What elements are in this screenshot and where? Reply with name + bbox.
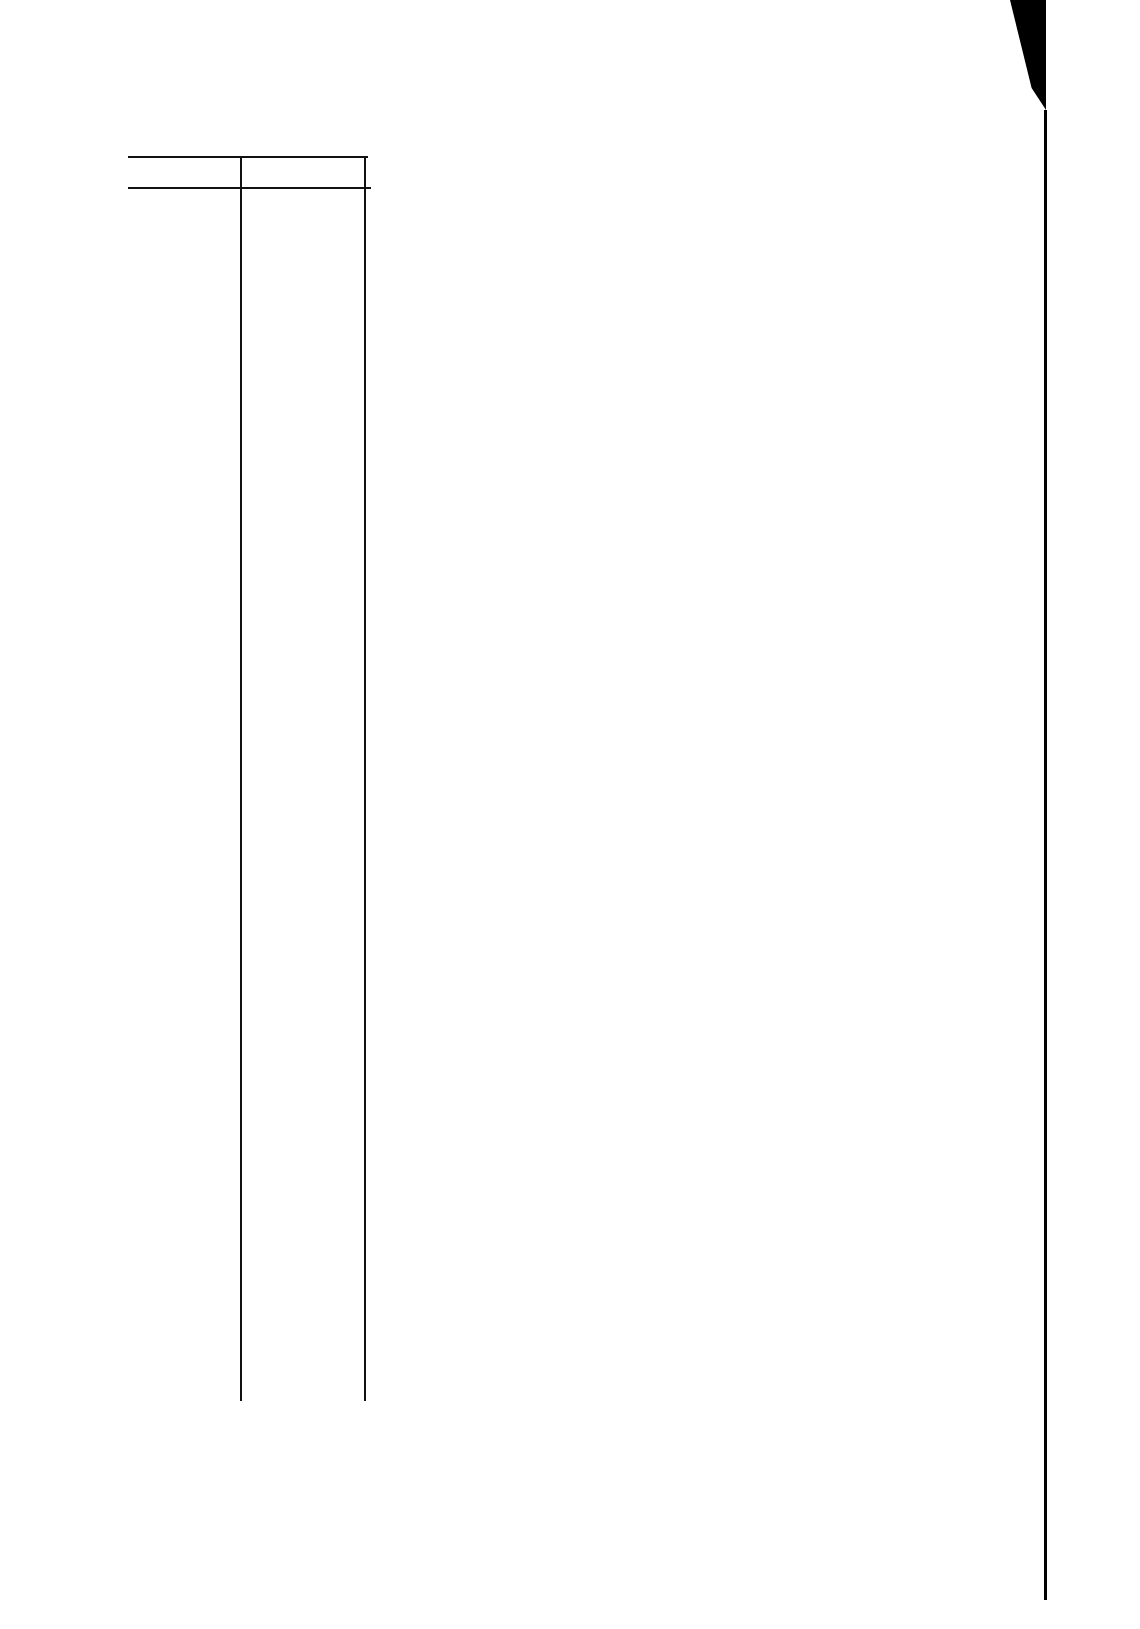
scan-edge-line bbox=[1044, 110, 1047, 1600]
table-header-bottom-rule bbox=[128, 187, 371, 189]
table-header-top-rule bbox=[128, 156, 368, 158]
column-divider-right bbox=[364, 156, 366, 1401]
column-divider-left bbox=[240, 156, 242, 1401]
scan-edge-shadow-top bbox=[1010, 0, 1046, 110]
